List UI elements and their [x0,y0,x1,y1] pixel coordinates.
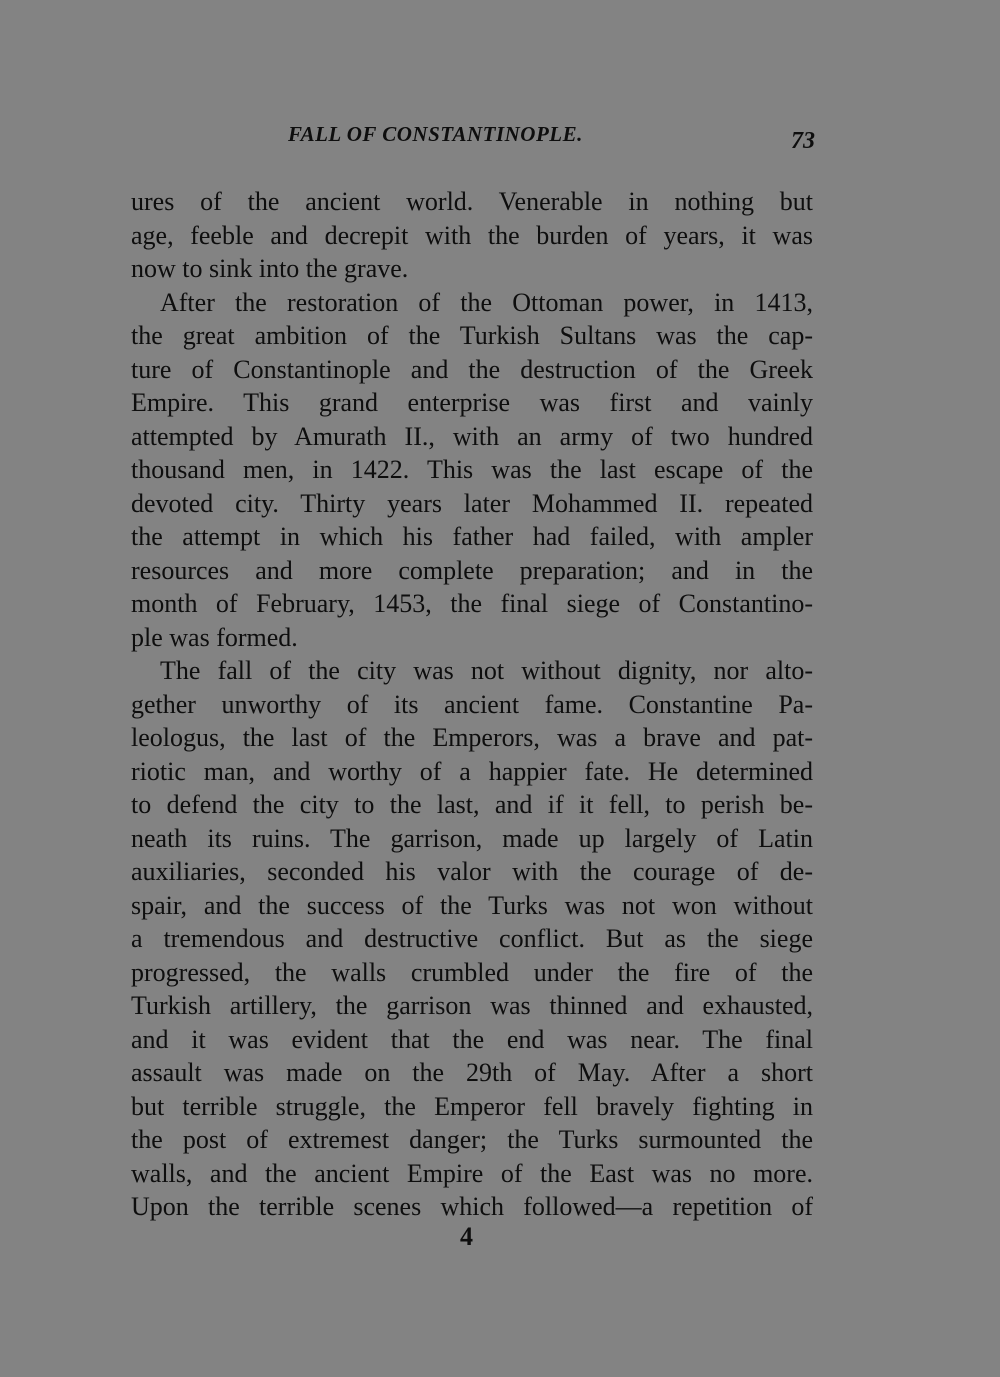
text-line: After the restoration of the Ottoman power, in 1413, [160,287,813,317]
text-line: riotic man, and worthy of a happier fate. He determined [131,756,813,786]
text-line: thousand men, in 1422. This was the last escape of the [131,455,813,484]
text-line: walls, and the ancient Empire of the East was no more. [131,1158,813,1188]
text-line: attempted by Amurath II., with an army of two hundred [131,421,813,451]
text-line: auxiliaries, seconded his valor with the courage of de- [131,857,813,886]
text-line: the great ambition of the Turkish Sultans was the cap- [131,321,813,350]
text-line: spair, and the success of the Turks was not won without [131,890,813,920]
running-title: FALL OF CONSTANTINOPLE. [288,122,583,146]
text-line: devoted city. Thirty years later Mohammed II. repeated [131,488,813,518]
text-line: neath its ruins. The garrison, made up largely of Latin [131,823,813,853]
signature-mark: 4 [460,1222,473,1251]
text-line: progressed, the walls crumbled under the fire of the [131,957,813,987]
page-number: 73 [791,128,815,154]
text-line: the attempt in which his father had failed, with ampler [131,522,813,551]
text-line: age, feeble and decrepit with the burden of years, it was [131,220,813,250]
body-text [131,185,813,1224]
text-line: now to sink into the grave. [131,254,409,283]
text-line: Upon the terrible scenes which followed—a repetition of [131,1192,813,1221]
text-line: but terrible struggle, the Emperor fell bravely fighting in [131,1091,813,1121]
text-line: the post of extremest danger; the Turks surmounted the [131,1125,813,1154]
text-line: ures of the ancient world. Venerable in nothing but [131,187,813,216]
text-line: resources and more complete preparation; and in the [131,555,813,585]
text-line: to defend the city to the last, and if it fell, to perish be- [131,790,813,819]
text-line: leologus, the last of the Emperors, was a brave and pat- [131,723,813,752]
text-line: a tremendous and destructive conflict. But as the siege [131,924,813,953]
text-line: Turkish artillery, the garrison was thinned and exhausted, [131,991,813,1020]
text-line: assault was made on the 29th of May. After a short [131,1058,813,1087]
text-line: gether unworthy of its ancient fame. Constantine Pa- [131,689,813,719]
text-line: Empire. This grand enterprise was first and vainly [131,388,813,417]
text-line: month of February, 1453, the final siege of Constantino- [131,589,813,618]
text-line: and it was evident that the end was near. The final [131,1024,813,1054]
text-line: The fall of the city was not without dignity, nor alto- [160,656,813,685]
text-line: ture of Constantinople and the destruction of the Greek [131,354,813,384]
text-line: ple was formed. [131,622,298,652]
